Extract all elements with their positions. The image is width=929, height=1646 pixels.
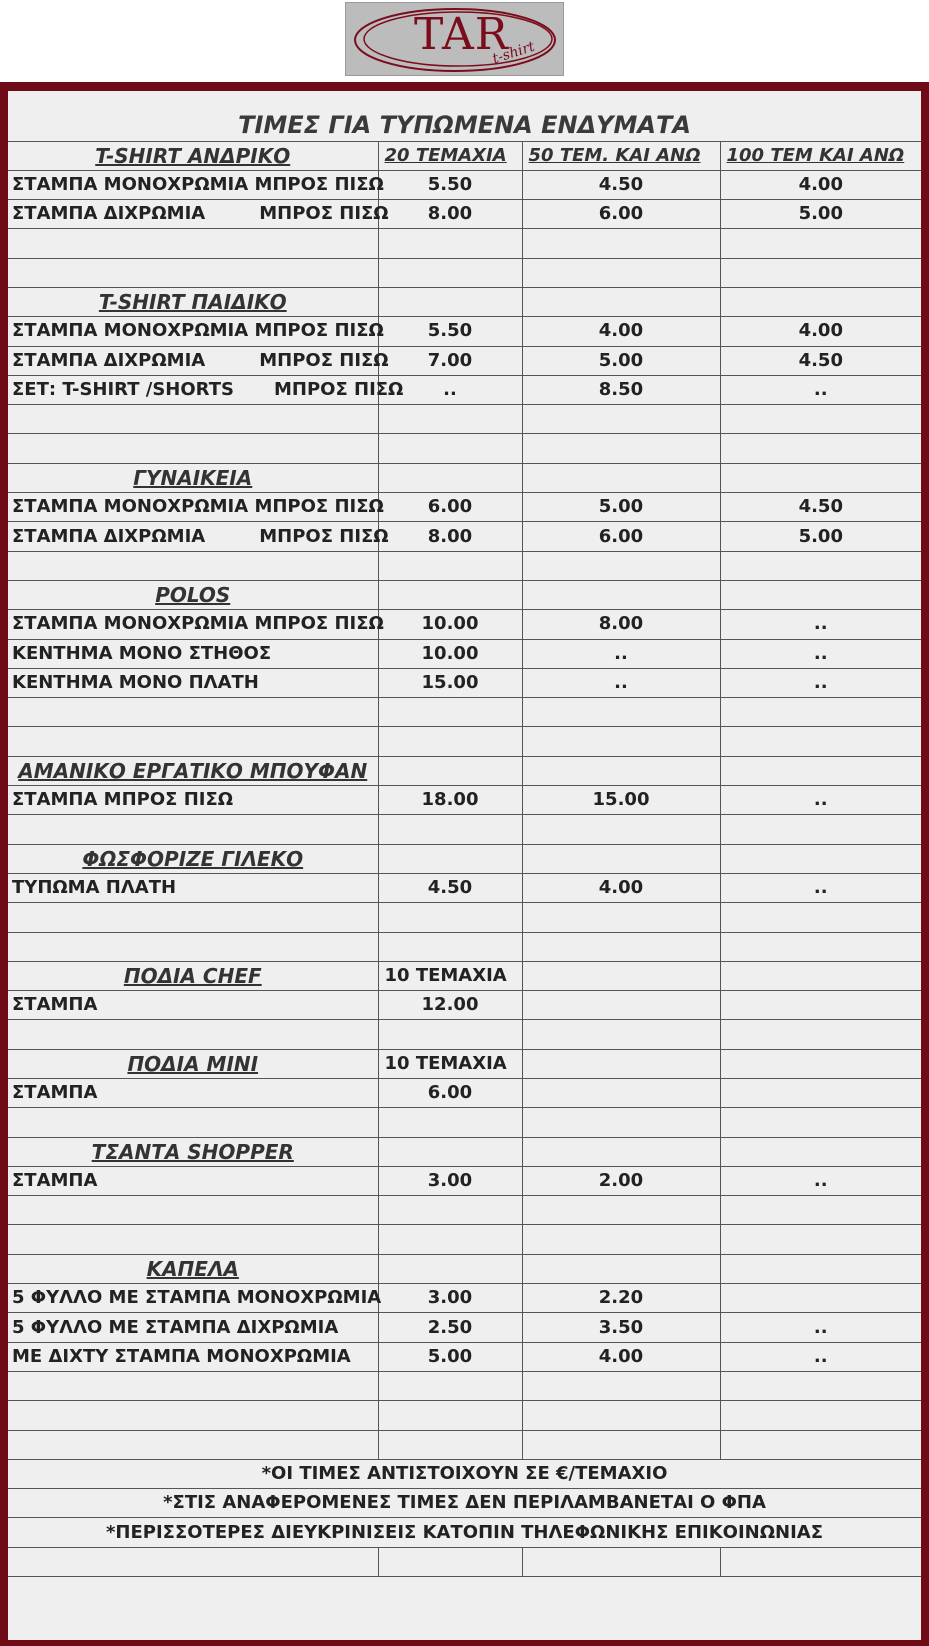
- price-100: [720, 1284, 921, 1313]
- price-50: [522, 1079, 720, 1108]
- brand-logo: [345, 2, 564, 76]
- price-row: [8, 170, 921, 199]
- price-100: 4.50: [720, 493, 921, 522]
- price-20: 5.00: [378, 1342, 522, 1371]
- empty-cell: [378, 1430, 522, 1459]
- item-label: ΣΤΑΜΠΑ ΔΙΧΡΩΜΙΑ: [12, 349, 206, 371]
- category-title: POLOS: [8, 580, 378, 609]
- header-20: 20 ΤΕΜΑΧΙΑ: [378, 141, 522, 170]
- quantity-label: [378, 844, 522, 873]
- empty-cell: [522, 1371, 720, 1400]
- empty-cell: [522, 1196, 720, 1225]
- blank-row: [8, 229, 921, 258]
- blank-row: [8, 903, 921, 932]
- quantity-label: [378, 756, 522, 785]
- category-title: ΤΣΑΝΤΑ SHOPPER: [8, 1137, 378, 1166]
- header-50: 50 ΤΕΜ. ΚΑΙ ΑΝΩ: [522, 141, 720, 170]
- price-50: 4.00: [522, 317, 720, 346]
- empty-cell: [378, 1401, 522, 1430]
- price-20: 6.00: [378, 493, 522, 522]
- price-100: ..: [720, 873, 921, 902]
- item-label-cell: [8, 375, 404, 404]
- quantity-label: 10 ΤΕΜΑΧΙΑ: [378, 1049, 522, 1078]
- empty-cell: [522, 1137, 720, 1166]
- item-label-cell: [8, 668, 378, 697]
- empty-cell: [522, 1401, 720, 1430]
- item-label-cell: [8, 346, 389, 375]
- blank-row: [8, 1225, 921, 1254]
- item-label: ΤΥΠΩΜΑ ΠΛΑΤΗ: [12, 877, 177, 899]
- item-label: ΣΤΑΜΠΑ ΔΙΧΡΩΜΙΑ: [12, 525, 206, 547]
- price-20: 7.00: [378, 346, 522, 375]
- quantity-label: [378, 287, 522, 316]
- item-label: ΣΤΑΜΠΑ ΜΟΝΟΧΡΩΜΙΑ ΜΠΡΟΣ ΠΙΣΩ: [12, 320, 384, 342]
- item-label: ΣΤΑΜΠΑ ΜΟΝΟΧΡΩΜΙΑ ΜΠΡΟΣ ΠΙΣΩ: [12, 496, 384, 518]
- blank-row: [8, 1430, 921, 1459]
- empty-cell: [8, 405, 378, 434]
- blank-row: [8, 1547, 921, 1576]
- price-50: 2.20: [522, 1284, 720, 1313]
- price-row: [8, 1079, 921, 1108]
- category-title: ΠΟΔΙΑ CHEF: [8, 961, 378, 990]
- price-100: 4.50: [720, 346, 921, 375]
- empty-cell: [378, 1196, 522, 1225]
- blank-row: [8, 1196, 921, 1225]
- item-label: ΚΕΝΤΗΜΑ ΜΟΝΟ ΠΛΑΤΗ: [12, 671, 259, 693]
- category-row: [8, 580, 921, 609]
- price-20: 10.00: [378, 610, 522, 639]
- item-label: ΣΤΑΜΠΑ ΜΠΡΟΣ ΠΙΣΩ: [12, 789, 234, 811]
- note-text: *ΠΕΡΙΣΣΟΤΕΡΕΣ ΔΙΕΥΚΡΙΝΙΣΕΙΣ ΚΑΤΟΠΙΝ ΤΗΛΕΦΩΝΙΚΗΣ ΕΠΙΚΟΙΝΩΝΙΑΣ: [8, 1518, 921, 1547]
- category-row: [8, 287, 921, 316]
- price-row: [8, 1342, 921, 1371]
- empty-cell: [522, 580, 720, 609]
- empty-cell: [720, 756, 921, 785]
- item-label-cell: [8, 639, 378, 668]
- price-50: 5.00: [522, 346, 720, 375]
- logo-script: t-shirt: [490, 38, 537, 68]
- empty-cell: [8, 903, 378, 932]
- empty-cell: [720, 1371, 921, 1400]
- price-20: 2.50: [378, 1313, 522, 1342]
- item-label-cell: [8, 991, 378, 1020]
- empty-cell: [522, 698, 720, 727]
- empty-cell: [522, 229, 720, 258]
- price-row: [8, 375, 921, 404]
- price-row: [8, 668, 921, 697]
- empty-cell: [522, 258, 720, 287]
- price-50: 2.00: [522, 1166, 720, 1195]
- category-row: [8, 463, 921, 492]
- price-50: ..: [522, 639, 720, 668]
- price-100: ..: [720, 786, 921, 815]
- price-50: [522, 991, 720, 1020]
- empty-cell: [378, 932, 522, 961]
- empty-cell: [8, 1108, 378, 1137]
- note-text: *ΣΤΙΣ ΑΝΑΦΕΡΟΜΕΝΕΣ ΤΙΜΕΣ ΔΕΝ ΠΕΡΙΛΑΜΒΑΝΕΤΑΙ Ο ΦΠΑ: [8, 1489, 921, 1518]
- category-title: ΓΥΝΑΙΚΕΙΑ: [8, 463, 378, 492]
- price-100: ..: [720, 610, 921, 639]
- note-row: [8, 1518, 921, 1547]
- item-label: ΣΤΑΜΠΑ: [12, 1082, 98, 1104]
- empty-cell: [720, 551, 921, 580]
- price-row: [8, 1284, 921, 1313]
- item-label: ΣΤΑΜΠΑ ΔΙΧΡΩΜΙΑ: [12, 203, 206, 225]
- price-20: 6.00: [378, 1079, 522, 1108]
- empty-cell: [522, 1430, 720, 1459]
- empty-cell: [8, 1547, 378, 1576]
- price-50: 3.50: [522, 1313, 720, 1342]
- empty-cell: [8, 698, 378, 727]
- price-row: [8, 522, 921, 551]
- empty-cell: [378, 1020, 522, 1049]
- empty-cell: [8, 1371, 378, 1400]
- item-label-cell: [8, 170, 384, 199]
- item-label: ΜΕ ΔΙΧΤΥ ΣΤΑΜΠΑ ΜΟΝΟΧΡΩΜΙΑ: [12, 1345, 351, 1367]
- price-50: 4.00: [522, 1342, 720, 1371]
- empty-cell: [720, 405, 921, 434]
- note-row: [8, 1489, 921, 1518]
- empty-cell: [522, 1049, 720, 1078]
- price-100: ..: [720, 1342, 921, 1371]
- empty-cell: [720, 932, 921, 961]
- price-50: 8.50: [522, 375, 720, 404]
- price-50: 4.50: [522, 170, 720, 199]
- item-label: ΚΕΝΤΗΜΑ ΜΟΝΟ ΣΤΗΘΟΣ: [12, 642, 272, 664]
- item-label-cell: [8, 1284, 382, 1313]
- price-row: [8, 200, 921, 229]
- item-label: 5 ΦΥΛΛΟ ΜΕ ΣΤΑΜΠΑ ΜΟΝΟΧΡΩΜΙΑ: [12, 1287, 382, 1309]
- price-100: [720, 1079, 921, 1108]
- empty-cell: [720, 1049, 921, 1078]
- empty-cell: [8, 1196, 378, 1225]
- empty-cell: [522, 405, 720, 434]
- item-label-cell: [8, 1166, 378, 1195]
- empty-cell: [522, 1225, 720, 1254]
- price-100: ..: [720, 639, 921, 668]
- empty-cell: [378, 1371, 522, 1400]
- category-row: [8, 756, 921, 785]
- price-row: [8, 610, 921, 639]
- item-label: ΣΤΑΜΠΑ ΜΟΝΟΧΡΩΜΙΑ ΜΠΡΟΣ ΠΙΣΩ: [12, 613, 384, 635]
- item-label-cell: [8, 493, 384, 522]
- price-20: 4.50: [378, 873, 522, 902]
- empty-cell: [720, 903, 921, 932]
- empty-cell: [522, 1547, 720, 1576]
- header-row: [8, 141, 921, 170]
- price-row: [8, 317, 921, 346]
- price-row: [8, 639, 921, 668]
- category-row: [8, 1049, 921, 1078]
- empty-cell: [522, 1108, 720, 1137]
- price-50: 4.00: [522, 873, 720, 902]
- item-label-cell: [8, 786, 378, 815]
- category-title: T-SHIRT ΠΑΙΔΙΚΟ: [8, 287, 378, 316]
- empty-cell: [720, 1108, 921, 1137]
- empty-cell: [522, 961, 720, 990]
- empty-cell: [378, 1108, 522, 1137]
- empty-cell: [378, 903, 522, 932]
- item-label-cell: [8, 522, 389, 551]
- blank-row: [8, 434, 921, 463]
- price-100: 4.00: [720, 317, 921, 346]
- empty-cell: [8, 1020, 378, 1049]
- blank-row: [8, 932, 921, 961]
- empty-cell: [522, 1254, 720, 1283]
- empty-cell: [8, 932, 378, 961]
- category-title: ΠΟΔΙΑ MINI: [8, 1049, 378, 1078]
- empty-cell: [720, 961, 921, 990]
- price-row: [8, 493, 921, 522]
- price-row: [8, 1166, 921, 1195]
- item-label: ΣΤΑΜΠΑ: [12, 1170, 98, 1192]
- item-placement: ΜΠΡΟΣ ΠΙΣΩ: [259, 525, 389, 547]
- empty-cell: [378, 815, 522, 844]
- price-50: 6.00: [522, 200, 720, 229]
- empty-cell: [378, 405, 522, 434]
- empty-cell: [8, 727, 378, 756]
- empty-cell: [522, 903, 720, 932]
- empty-cell: [522, 463, 720, 492]
- header-100: 100 ΤΕΜ ΚΑΙ ΑΝΩ: [720, 141, 921, 170]
- empty-cell: [522, 727, 720, 756]
- quantity-label: 10 ΤΕΜΑΧΙΑ: [378, 961, 522, 990]
- logo-text: TAR: [414, 9, 509, 60]
- item-label-cell: [8, 1079, 378, 1108]
- page-title: ΤΙΜΕΣ ΓΙΑ ΤΥΠΩΜΕΝΑ ΕΝΔΥΜΑΤΑ: [8, 91, 921, 141]
- price-20: 18.00: [378, 786, 522, 815]
- category-title: ΑΜΑΝΙΚΟ ΕΡΓΑΤΙΚΟ ΜΠΟΥΦΑΝ: [8, 756, 378, 785]
- price-20: ..: [378, 375, 522, 404]
- empty-cell: [522, 815, 720, 844]
- blank-row: [8, 1401, 921, 1430]
- note-row: [8, 1459, 921, 1488]
- blank-row: [8, 551, 921, 580]
- item-label-cell: [8, 1342, 378, 1371]
- blank-row: [8, 727, 921, 756]
- empty-cell: [378, 258, 522, 287]
- note-text: *ΟΙ ΤΙΜΕΣ ΑΝΤΙΣΤΟΙΧΟΥΝ ΣΕ €/ΤΕΜΑΧΙΟ: [8, 1459, 921, 1488]
- price-row: [8, 873, 921, 902]
- category-row: [8, 961, 921, 990]
- category-row: [8, 1254, 921, 1283]
- blank-row: [8, 1371, 921, 1400]
- price-20: 8.00: [378, 522, 522, 551]
- item-label: ΣΤΑΜΠΑ ΜΟΝΟΧΡΩΜΙΑ ΜΠΡΟΣ ΠΙΣΩ: [12, 173, 384, 195]
- empty-cell: [8, 434, 378, 463]
- item-label-cell: [8, 610, 384, 639]
- empty-cell: [720, 258, 921, 287]
- empty-cell: [378, 1547, 522, 1576]
- price-row: [8, 1313, 921, 1342]
- price-50: 5.00: [522, 493, 720, 522]
- blank-row: [8, 698, 921, 727]
- empty-cell: [720, 229, 921, 258]
- quantity-label: [378, 1254, 522, 1283]
- item-label: ΣΕΤ: T-SHIRT /SHORTS: [12, 379, 234, 401]
- item-label: 5 ΦΥΛΛΟ ΜΕ ΣΤΑΜΠΑ ΔΙΧΡΩΜΙΑ: [12, 1316, 339, 1338]
- empty-cell: [720, 1547, 921, 1576]
- empty-cell: [378, 434, 522, 463]
- empty-cell: [720, 727, 921, 756]
- price-row: [8, 786, 921, 815]
- price-100: ..: [720, 375, 921, 404]
- empty-cell: [720, 1430, 921, 1459]
- empty-cell: [522, 756, 720, 785]
- empty-cell: [8, 258, 378, 287]
- empty-cell: [522, 551, 720, 580]
- price-50: 15.00: [522, 786, 720, 815]
- quantity-label: [378, 463, 522, 492]
- blank-row: [8, 815, 921, 844]
- price-20: 3.00: [378, 1284, 522, 1313]
- quantity-label: [378, 580, 522, 609]
- empty-cell: [8, 1401, 378, 1430]
- empty-cell: [720, 1254, 921, 1283]
- price-table: [8, 91, 921, 1577]
- empty-cell: [720, 287, 921, 316]
- item-placement: ΜΠΡΟΣ ΠΙΣΩ: [273, 379, 404, 401]
- price-20: 3.00: [378, 1166, 522, 1195]
- price-20: 5.50: [378, 170, 522, 199]
- header-category: T-SHIRT ΑΝΔΡΙΚΟ: [8, 141, 378, 170]
- item-label-cell: [8, 317, 384, 346]
- price-100: 5.00: [720, 200, 921, 229]
- item-label-cell: [8, 1313, 378, 1342]
- empty-cell: [720, 1137, 921, 1166]
- empty-cell: [378, 551, 522, 580]
- empty-cell: [8, 1225, 378, 1254]
- category-title: ΚΑΠΕΛΑ: [8, 1254, 378, 1283]
- empty-cell: [522, 434, 720, 463]
- price-100: 4.00: [720, 170, 921, 199]
- empty-cell: [522, 287, 720, 316]
- empty-cell: [720, 1401, 921, 1430]
- item-placement: ΜΠΡΟΣ ΠΙΣΩ: [259, 349, 389, 371]
- blank-row: [8, 258, 921, 287]
- empty-cell: [8, 551, 378, 580]
- empty-cell: [8, 815, 378, 844]
- empty-cell: [720, 1225, 921, 1254]
- empty-cell: [378, 727, 522, 756]
- blank-row: [8, 1108, 921, 1137]
- price-100: ..: [720, 668, 921, 697]
- empty-cell: [8, 1430, 378, 1459]
- title-row: [8, 91, 921, 141]
- price-20: 5.50: [378, 317, 522, 346]
- item-label-cell: [8, 873, 378, 902]
- empty-cell: [720, 1020, 921, 1049]
- category-row: [8, 1137, 921, 1166]
- price-50: ..: [522, 668, 720, 697]
- empty-cell: [720, 580, 921, 609]
- empty-cell: [720, 815, 921, 844]
- price-row: [8, 991, 921, 1020]
- quantity-label: [378, 1137, 522, 1166]
- empty-cell: [522, 932, 720, 961]
- blank-row: [8, 405, 921, 434]
- price-100: ..: [720, 1313, 921, 1342]
- empty-cell: [720, 698, 921, 727]
- empty-cell: [8, 229, 378, 258]
- price-50: 8.00: [522, 610, 720, 639]
- empty-cell: [378, 698, 522, 727]
- price-50: 6.00: [522, 522, 720, 551]
- item-label-cell: [8, 200, 389, 229]
- price-20: 15.00: [378, 668, 522, 697]
- empty-cell: [720, 1196, 921, 1225]
- price-20: 8.00: [378, 200, 522, 229]
- empty-cell: [522, 1020, 720, 1049]
- empty-cell: [378, 1225, 522, 1254]
- price-20: 12.00: [378, 991, 522, 1020]
- empty-cell: [522, 844, 720, 873]
- item-label: ΣΤΑΜΠΑ: [12, 994, 98, 1016]
- price-row: [8, 346, 921, 375]
- category-row: [8, 844, 921, 873]
- empty-cell: [720, 844, 921, 873]
- price-20: 10.00: [378, 639, 522, 668]
- price-100: ..: [720, 1166, 921, 1195]
- price-100: [720, 991, 921, 1020]
- blank-row: [8, 1020, 921, 1049]
- empty-cell: [720, 434, 921, 463]
- empty-cell: [720, 463, 921, 492]
- category-title: ΦΩΣΦΟΡΙΖΕ ΓΙΛΕΚΟ: [8, 844, 378, 873]
- item-placement: ΜΠΡΟΣ ΠΙΣΩ: [259, 203, 389, 225]
- empty-cell: [378, 229, 522, 258]
- price-100: 5.00: [720, 522, 921, 551]
